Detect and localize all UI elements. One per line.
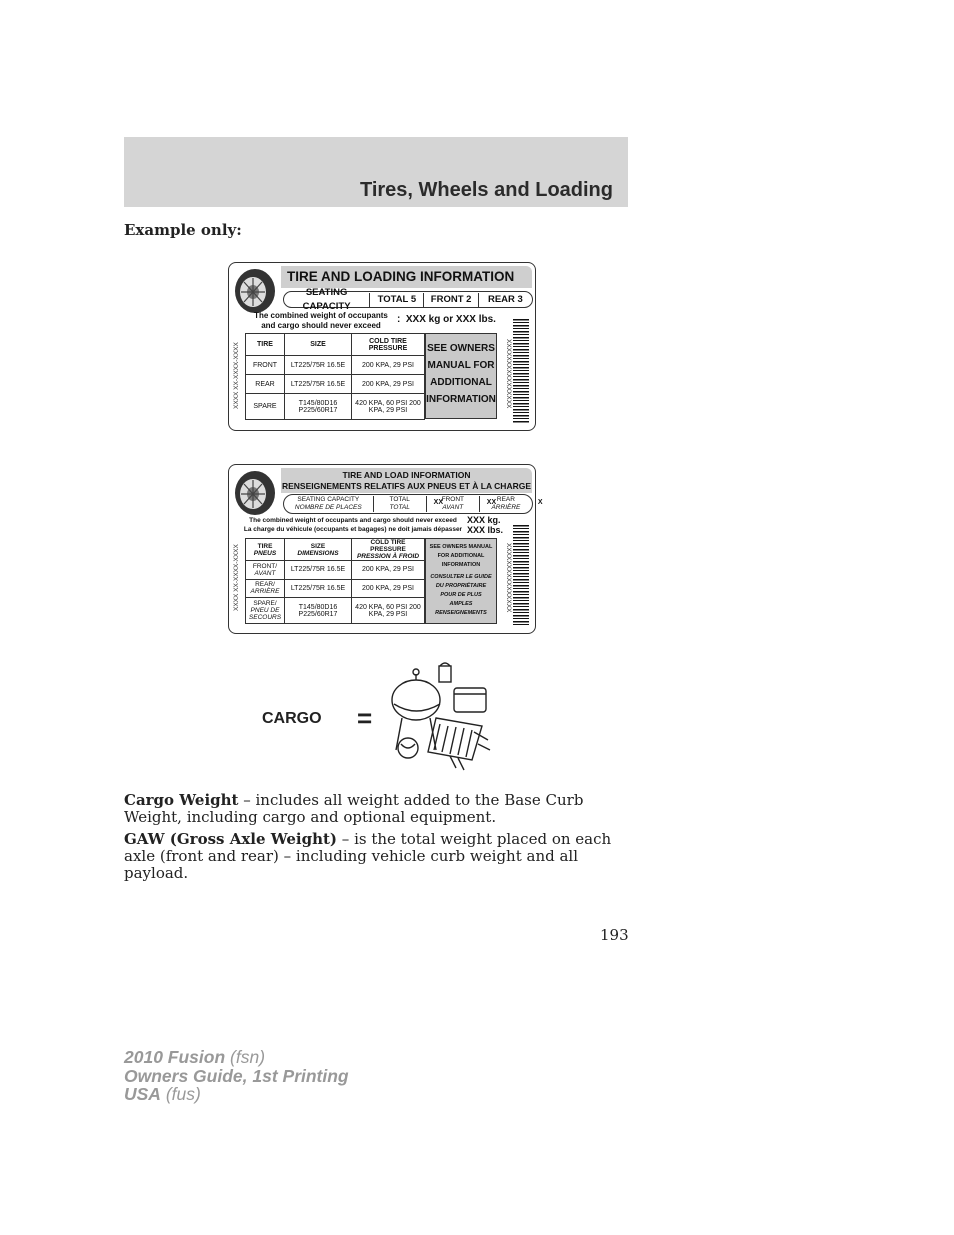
seating-front: FRONT 2 [423,293,477,307]
table-row: SPARE/ PNEU DE SECOURS T145/80D16 P225/60R17 420 KPA, 60 PSI 200 KPA, 29 PSI [246,598,425,624]
side-code-right: XXXXXXXXXXXXXXXX [505,543,512,613]
cargo-label: CARGO [262,710,322,727]
table-row: FRONT/ AVANT LT225/75R 16.5E 200 KPA, 29 PSI [246,561,425,580]
label-title-fr: RENSEIGNEMENTS RELATIFS AUX PNEUS ET À LA CHARGE [281,480,532,491]
example-label: Example only: [124,221,242,239]
definition-cargo-weight: Cargo Weight – includes all weight added to the Base Curb Weight, including cargo and optional equipment. [124,791,584,826]
section-title: Tires, Wheels and Loading [359,179,613,201]
barcode [513,319,529,423]
label-title-band [281,468,532,493]
see-owners-box: SEE OWNERS MANUAL FOR ADDITIONAL INFORMATION [425,333,497,419]
table-row: REAR LT225/75R 16.5E 200 KPA, 29 PSI [246,375,425,394]
weight-limit: : XXX kg or XXX lbs. [397,314,496,325]
header-band [124,137,628,207]
weight-limit: XXX kg. XXX lbs. [467,515,504,535]
tire-pressure-table: TIRE SIZE COLD TIRE PRESSURE FRONT LT225/75R 16.5E 200 KPA, 29 PSI REAR LT225/75R 16.5E 200 KPA, 29 PSI SPARE T145/80D16 P225/60R17 420 KPA, 60 PSI 200 KPA, 29 PSI [245,333,425,420]
cargo-illustration-icon [384,660,494,772]
see-owners-box: SEE OWNERS MANUAL FOR ADDITIONAL INFORMATION CONSULTER LE GUIDE DU PROPRIÉTAIRE POUR DE PLUS AMPLES RENSEIGNEMENTS [425,538,497,624]
seating-capacity: SEATING CAPACITY [302,286,351,312]
weight-note: The combined weight of occupants and cargo should never exceed [254,311,388,330]
tire-icon [233,267,277,315]
weight-note: The combined weight of occupants and cargo should never exceed La charge du véhicule (occupants et bagages) ne doit jamais dépasser [243,517,463,533]
side-code: XXXX XX-XXXX-XXXX [233,544,240,611]
tire-load-label-bilingual [228,464,543,634]
table-row: FRONT LT225/75R 16.5E 200 KPA, 29 PSI [246,356,425,375]
label-title-en: TIRE AND LOAD INFORMATION [342,470,471,480]
table-row: REAR/ ARRIÈRE LT225/75R 16.5E 200 KPA, 29 PSI [246,579,425,598]
definition-gaw: GAW (Gross Axle Weight) – is the total weight placed on each axle (front and rear) – including vehicle curb weight and all payload. [124,830,612,882]
barcode [513,525,529,627]
label-title: TIRE AND LOADING INFORMATION [287,269,515,284]
side-code: XXXX XX-XXXX-XXXX [233,342,240,409]
footer: 2010 Fusion (fsn) Owners Guide, 1st Printing USA (fus) [124,1047,349,1104]
seating-capacity-row: SEATING CAPACITY NOMBRE DE PLACES TOTAL TOTAL XX FRONT AVANT XX REAR ARRIÈRE X [283,494,533,514]
tire-loading-label-en [228,262,536,431]
seating-capacity-row [283,286,533,312]
side-code-right: XXXXXXXXXXXXXXXX [505,339,512,409]
equals-sign: = [357,703,373,733]
seating-rear: REAR 3 [478,293,532,307]
tire-icon [233,469,277,517]
page-number: 193 [600,926,629,944]
tire-pressure-table: TIRE PNEUS SIZE DIMENSIONS COLD TIRE PRESSURE PRESSION À FROID FRONT/ AVANT LT225/75R 16.5E 200 KPA, 29 PSI REAR/ ARRIÈRE LT225/75R 16.5E 200 KPA, 29 PSI SPARE/ PNEU DE SECOURS T145/80D16 P225/60R17 420 KPA, 60 PSI 200 KPA, 29 PSI [245,538,425,624]
seating-total: TOTAL 5 [369,293,423,307]
table-row: SPARE T145/80D16 P225/60R17 420 KPA, 60 PSI 200 KPA, 29 PSI [246,394,425,420]
